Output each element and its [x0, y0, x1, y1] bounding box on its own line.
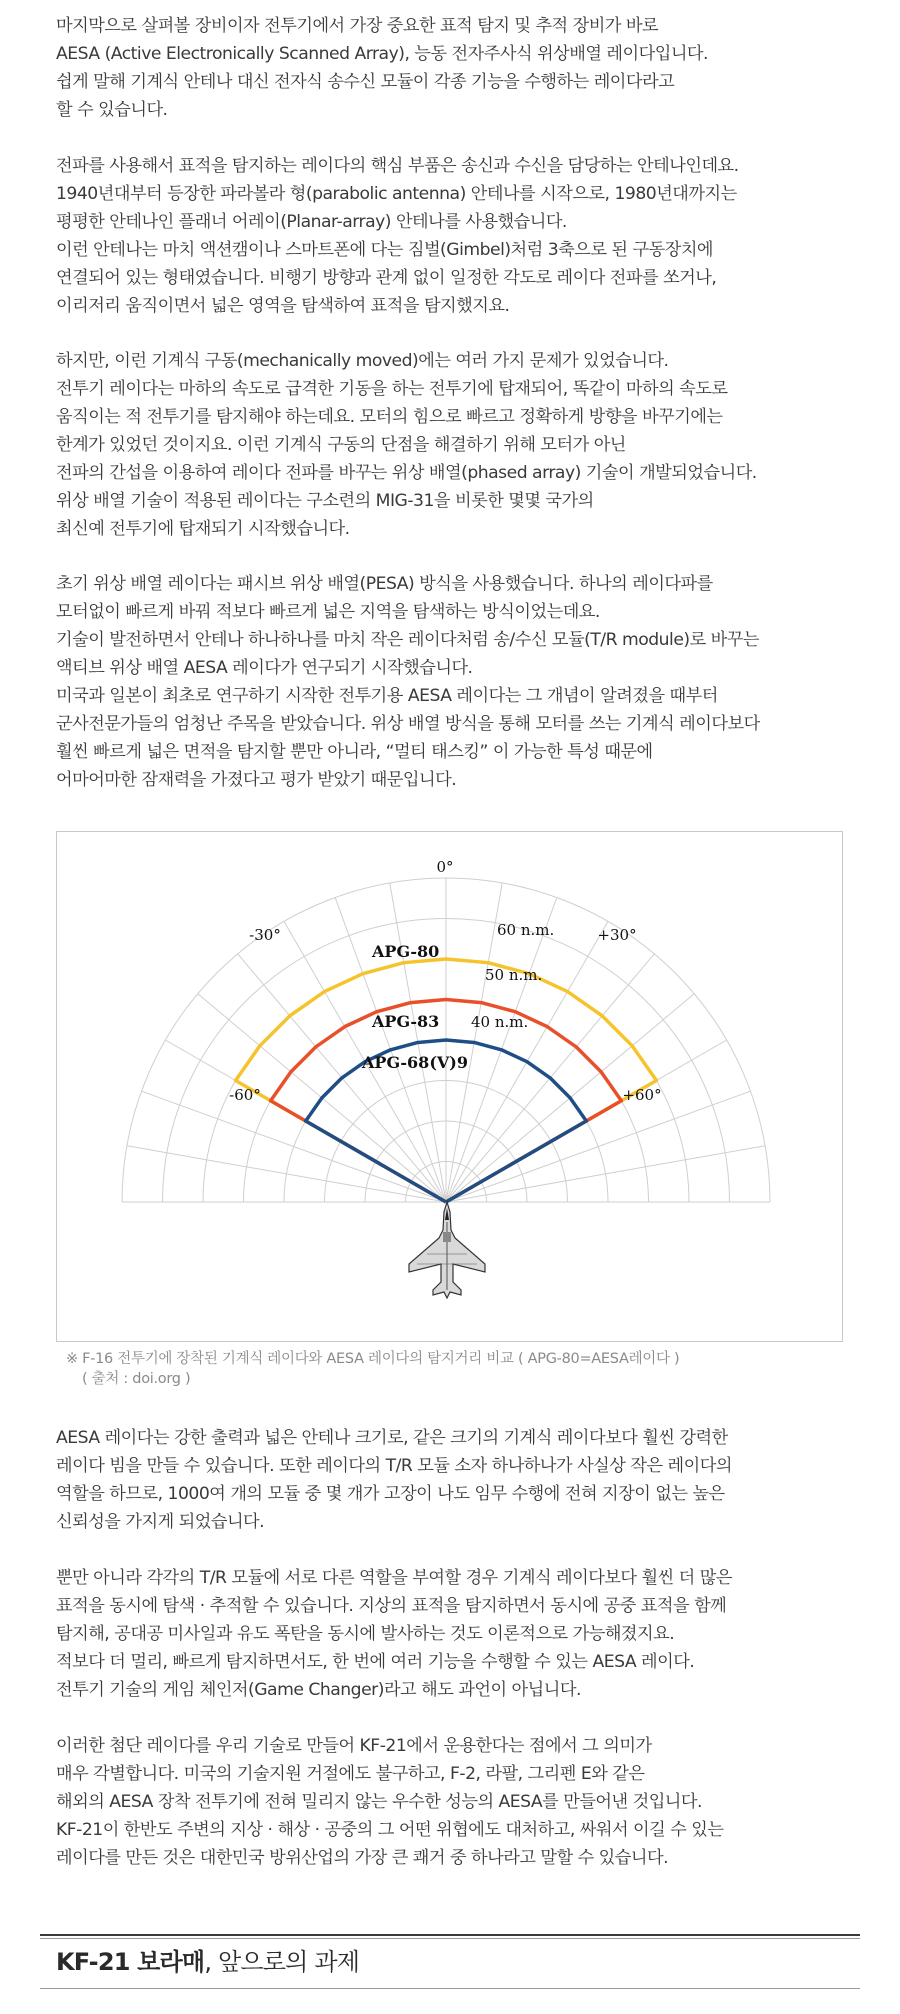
text-line: 전투기 기술의 게임 체인저(Game Changer)라고 해도 과언이 아닙니다. [56, 1680, 581, 1700]
angle-label-minus60: -60° [229, 1086, 261, 1104]
text-line: 탐지해, 공대공 미사일과 유도 폭탄을 동시에 발사하는 것도 이론적으로 가능해졌지요. [56, 1624, 675, 1644]
caption-source: ( 출처 : doi.org ) [82, 1371, 191, 1387]
text-line: 어마어마한 잠재력을 가졌다고 평가 받았기 때문입니다. [56, 770, 457, 790]
angle-label-plus30: +30° [597, 926, 637, 944]
text-line: 레이다 빔을 만들 수 있습니다. 또한 레이다의 T/R 모듈 소자 하나하나가 사실상 작은 레이다의 [56, 1456, 732, 1476]
text-line: 평평한 안테나인 플래너 어레이(Planar-array) 안테나를 사용했습니다. [56, 212, 567, 232]
text-line: 최신예 전투기에 탑재되기 시작했습니다. [56, 519, 350, 539]
fighter-jet-icon [409, 1202, 485, 1298]
range-label-40nm: 40 n.m. [471, 1013, 529, 1031]
text-line: AESA (Active Electronically Scanned Array), 능동 전자주사식 위상배열 레이다입니다. [56, 44, 708, 64]
text-line: 이리저리 움직이면서 넓은 영역을 탐색하여 표적을 탐지했지요. [56, 296, 510, 316]
text-line: 하지만, 이런 기계식 구동(mechanically moved)에는 여러 가지 문제가 있었습니다. [56, 351, 669, 371]
text-line: 마지막으로 살펴볼 장비이자 전투기에서 가장 중요한 표적 탐지 및 추적 장비가 바로 [56, 16, 659, 36]
angle-label-minus30: -30° [249, 926, 281, 944]
text-line: 위상 배열 기술이 적용된 레이다는 구소련의 MIG-31을 비롯한 몇몇 국가의 [56, 491, 594, 511]
range-label-50nm: 50 n.m. [485, 966, 543, 984]
figure-caption [66, 1349, 679, 1389]
section-divider-top [40, 1934, 860, 1936]
text-line: 연결되어 있는 형태였습니다. 비행기 방향과 관계 없이 일정한 각도로 레이다 전파를 쏘거나, [56, 268, 717, 288]
text-line: 움직이는 적 전투기를 탐지해야 하는데요. 모터의 힘으로 빠르고 정확하게 방향을 바꾸기에는 [56, 407, 723, 427]
section-heading-bold: KF-21 보라매 [56, 1948, 205, 1976]
text-line: 전파를 사용해서 표적을 탐지하는 레이다의 핵심 부품은 송신과 수신을 담당하는 안테나인데요. [56, 156, 739, 176]
text-line: 군사전문가들의 엄청난 주목을 받았습니다. 위상 배열 방식을 통해 모터를 쓰는 기계식 레이다보다 [56, 714, 760, 734]
paragraph-antenna-history [56, 152, 856, 320]
text-line: 역할을 하므로, 1000여 개의 모듈 중 몇 개가 고장이 나도 임무 수행에 전혀 지장이 없는 높은 [56, 1484, 725, 1504]
text-line: 전투기 레이다는 마하의 속도로 급격한 기동을 하는 전투기에 탑재되어, 똑같이 마하의 속도로 [56, 379, 728, 399]
text-line: KF-21이 한반도 주변의 지상 · 해상 · 공중의 그 어떤 위협에도 대처하고, 싸워서 이길 수 있는 [56, 1820, 724, 1840]
text-line: 전파의 간섭을 이용하여 레이다 전파를 바꾸는 위상 배열(phased array) 기술이 개발되었습니다. [56, 463, 757, 483]
text-line: 기술이 발전하면서 안테나 하나하나를 마치 작은 레이다처럼 송/수신 모듈(T/R module)로 바꾸는 [56, 630, 759, 650]
text-line: 초기 위상 배열 레이다는 패시브 위상 배열(PESA) 방식을 사용했습니다. 하나의 레이다파를 [56, 574, 713, 594]
text-line: 1940년대부터 등장한 파라볼라 형(parabolic antenna) 안테나를 시작으로, 1980년대까지는 [56, 184, 737, 204]
paragraph-aesa-power [56, 1424, 856, 1536]
angle-label-0: 0° [436, 858, 454, 876]
text-line: 쉽게 말해 기계식 안테나 대신 전자식 송수신 모듈이 각종 기능을 수행하는 레이다라고 [56, 72, 675, 92]
text-line: 레이다를 만든 것은 대한민국 방위산업의 가장 큰 쾌거 중 하나라고 말할 수 있습니다. [56, 1848, 669, 1868]
text-line: 모터없이 빠르게 바꿔 적보다 빠르게 넓은 지역을 탐색하는 방식이었는데요. [56, 602, 600, 622]
text-line: 할 수 있습니다. [56, 100, 168, 120]
grid-radial [446, 1091, 750, 1202]
caption-line: ※ F-16 전투기에 장착된 기계식 레이다와 AESA 레이다의 탐지거리 비교 ( APG-80=AESA레이다 ) [66, 1351, 680, 1367]
range-label-60nm: 60 n.m. [497, 921, 555, 939]
radar-label-apg80: APG-80 [372, 942, 440, 961]
text-line: 한계가 있었던 것이지요. 이런 기계식 구동의 단점을 해결하기 위해 모터가 아닌 [56, 435, 626, 455]
text-line: 미국과 일본이 최초로 연구하기 시작한 전투기용 AESA 레이다는 그 개념이 알려졌을 때부터 [56, 686, 718, 706]
text-line: 적보다 더 멀리, 빠르게 탐지하면서도, 한 번에 여러 기능을 수행할 수 있는 AESA 레이다. [56, 1652, 695, 1672]
text-line: 표적을 동시에 탐색 · 추적할 수 있습니다. 지상의 표적을 탐지하면서 동시에 공중 표적을 함께 [56, 1596, 727, 1616]
radar-label-apg83: APG-83 [372, 1012, 440, 1031]
section-heading-rest: , 앞으로의 과제 [204, 1948, 360, 1976]
text-line: 해외의 AESA 장착 전투기에 전혀 밀리지 않는 우수한 성능의 AESA를 만들어낸 것입니다. [56, 1792, 702, 1812]
paragraph-mechanical-problems [56, 347, 856, 543]
paragraph-pesa-aesa [56, 570, 856, 794]
text-line: 뿐만 아니라 각각의 T/R 모듈에 서로 다른 역할을 부여할 경우 기계식 레이다보다 훨씬 더 많은 [56, 1568, 732, 1588]
paragraph-multitasking [56, 1564, 856, 1704]
paragraph-kf21-significance [56, 1732, 856, 1872]
text-line: 매우 각별합니다. 미국의 기술지원 거절에도 불구하고, F-2, 라팔, 그리펜 E와 같은 [56, 1764, 645, 1784]
paragraph-aesa-intro [56, 12, 856, 124]
radar-comparison-figure [56, 831, 843, 1342]
text-line: 액티브 위상 배열 AESA 레이다가 연구되기 시작했습니다. [56, 658, 473, 678]
radar-coverage-diagram [57, 832, 842, 1341]
text-line: 훨씬 빠르게 넓은 면적을 탐지할 뿐만 아니라, “멀티 태스킹” 이 가능한 특성 때문에 [56, 742, 653, 762]
radar-label-apg68: APG-68(V)9 [362, 1053, 468, 1072]
text-line: 이런 안테나는 마치 액션캠이나 스마트폰에 다는 짐벌(Gimbel)처럼 3축으로 된 구동장치에 [56, 240, 714, 260]
section-divider-bottom [40, 1988, 860, 1989]
text-line: 신뢰성을 가지게 되었습니다. [56, 1512, 265, 1532]
section-divider-top-thin [40, 1938, 860, 1939]
angle-label-plus60: +60° [622, 1086, 662, 1104]
grid-radial [142, 1091, 446, 1202]
text-line: AESA 레이다는 강한 출력과 넓은 안테나 크기로, 같은 크기의 기계식 레이다보다 훨씬 강력한 [56, 1428, 728, 1448]
section-heading [56, 1944, 359, 1980]
text-line: 이러한 첨단 레이다를 우리 기술로 만들어 KF-21에서 운용한다는 점에서 그 의미가 [56, 1736, 652, 1756]
